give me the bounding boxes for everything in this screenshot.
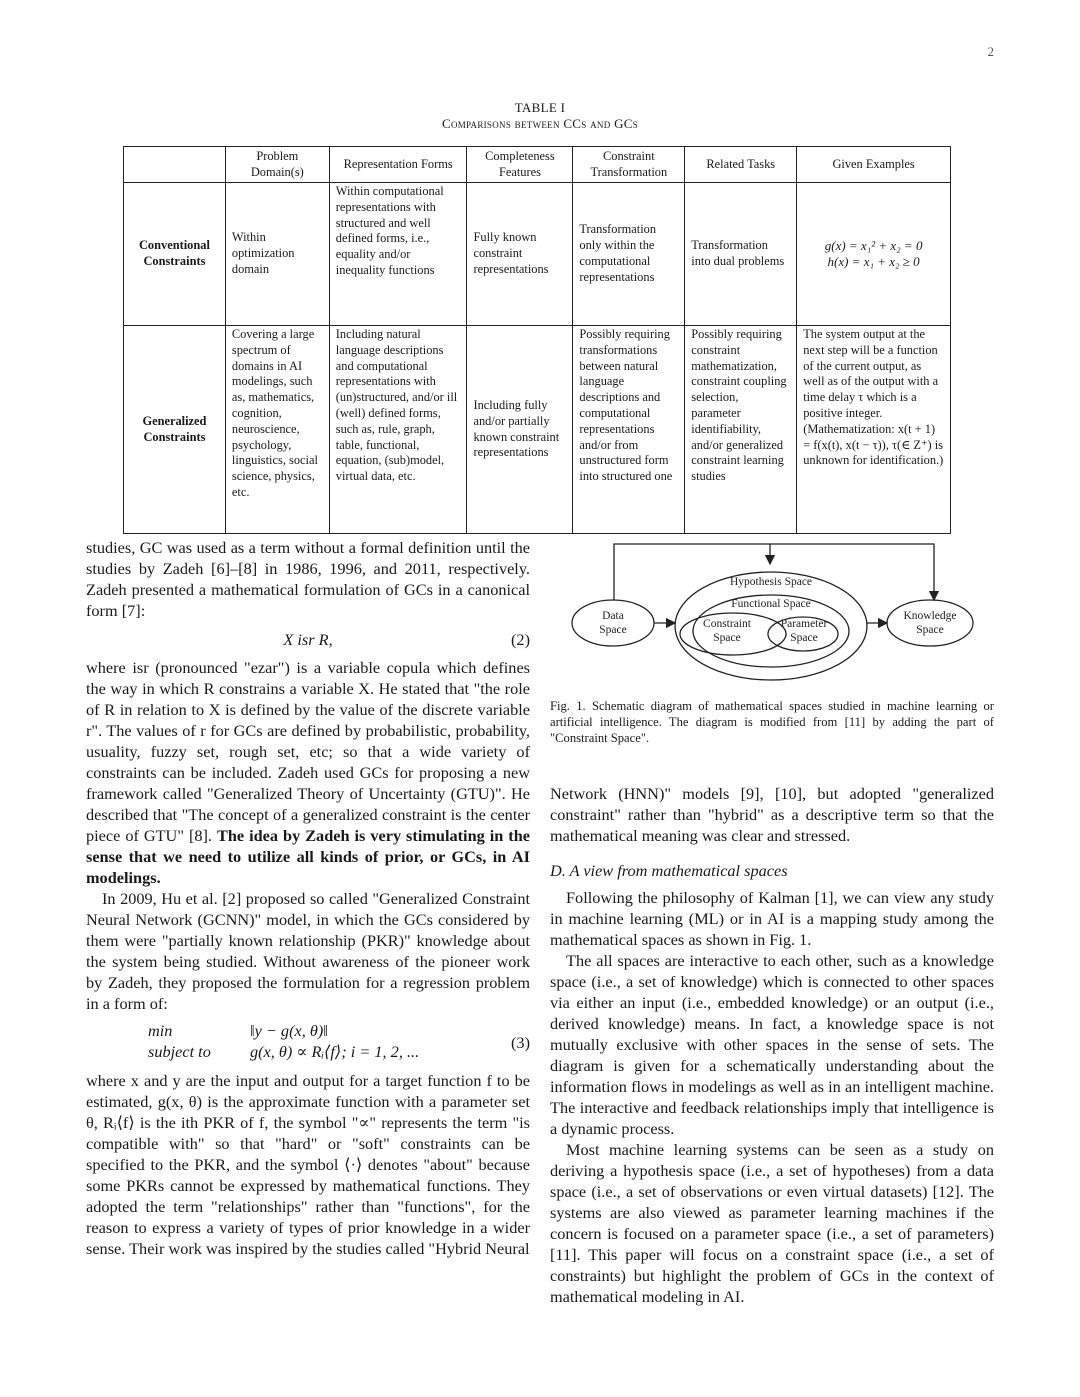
constraint-space-label: Space [713, 632, 741, 644]
table-cell: Within computational representations with structured and well defined forms, i.e., equality and/or inequality functions [329, 183, 467, 326]
equation-number: (2) [511, 629, 530, 649]
paragraph: where x and y are the input and output for a target function f to be estimated, g(x, θ) is the approximate function with a parameter set θ, Rᵢ⟨f⟩ is the ith PKR of f, the symbol "∝" represents the term "is compatible with" so that "hard" or "soft" constraints can be specified to the PKR, and the symbol ⟨·⟩ denotes "about" because some PKRs cannot be expressed by mathematical functions. They adopted the term "relationships" rather than "functions", for the reason to express a variety of types of prior knowledge in a wider sense. Their work was inspired by the studies called "Hybrid Neural [86, 1071, 530, 1258]
constraint-space-label: Constraint [703, 618, 751, 630]
eq3-expr: g(x, θ) ∝ Rᵢ⟨f⟩; i = 1, 2, ... [250, 1042, 420, 1061]
table-cell: Possibly requiring constraint mathematization, constraint coupling selection, parameter identifiability, and/or generalized constraint learning studies [685, 326, 797, 534]
table-cell: The system output at the next step will be a function of the current output, as well as of the output with a time delay τ which is a positive integer. (Mathematization: x(t + 1) = f(x(t), x(t − τ)), τ(∈ Z⁺) is unknown for identification.) [797, 326, 951, 534]
table-cell: Within optimization domain [225, 183, 329, 326]
row-label: Generalized Constraints [124, 326, 226, 534]
table-cell-equations: g(x) = x₁² + x₂ = 0 h(x) = x₁ + x₂ ≥ 0 [797, 183, 951, 326]
figure-1-diagram [564, 530, 1004, 688]
header-cell: Completeness Features [467, 147, 573, 183]
paragraph-text: where isr (pronounced "ezar") is a variable copula which defines the way in which R constrains a variable X. He stated that "the role of R in relation to X is defined by the value of the discrete variable r". The values of r for GCs are defined by probabilistic, probability, usuality, fuzzy set, rough set, etc; so that a wide variety of constraints can be included. Zadeh used GCs for proposing a new framework called "Generalized Theory of Uncertainty (GTU)". He described that "The concept of a generalized constraint is the center piece of GTU" [8]. [86, 658, 530, 845]
data-space-label: Space [599, 624, 627, 636]
header-cell: Problem Domain(s) [225, 147, 329, 183]
knowledge-space-node [887, 600, 973, 646]
right-column [550, 783, 994, 1307]
table-cell: Including fully and/or partially known constraint representations [467, 326, 573, 534]
table-cell: Transformation into dual problems [685, 183, 797, 326]
parameter-space-label: Parameter [780, 618, 828, 630]
table-cell: Transformation only within the computational representations [573, 183, 685, 326]
table-header-row [124, 147, 951, 183]
left-column [86, 537, 530, 1259]
equation-3 [148, 1020, 530, 1064]
equation-body: X isr R, [283, 629, 333, 649]
parameter-space-label: Space [790, 632, 818, 644]
data-space-label: Data [602, 610, 624, 622]
functional-space-label: Functional Space [731, 598, 811, 610]
paragraph [86, 657, 530, 888]
table-title: TABLE I [514, 100, 566, 115]
eq3-op: subject to [148, 1042, 211, 1061]
table-cell: Possibly requiring transformations between natural language descriptions and computational representations and/or from unstructured form into structured one [573, 326, 685, 534]
row-label: Conventional Constraints [124, 183, 226, 326]
header-corner [124, 147, 226, 183]
paragraph: Most machine learning systems can be seen as a study on deriving a hypothesis space (i.e., a set of hypotheses) from a data space (i.e., a set of observations or even virtual datasets) [12]. The systems are also viewed as parameter learning machines if the concern is focused on a parameter space (i.e., a set of parameters) [11]. This paper will focus on a constraint space (i.e., a set of constraints) but highlight the problem of GCs in the context of mathematical modeling in AI. [550, 1140, 994, 1306]
knowledge-space-label: Space [916, 624, 944, 636]
section-heading: D. A view from mathematical spaces [550, 861, 788, 880]
eq3-expr: ‖y − g(x, θ)‖ [250, 1021, 328, 1040]
table-caption [0, 100, 1080, 132]
figure-caption: Fig. 1. Schematic diagram of mathematical spaces studied in machine learning or artificial intelligence. The diagram is modified from [11] by adding the part of "Constraint Space". [550, 699, 994, 745]
page-number: 2 [987, 44, 994, 59]
paragraph: Following the philosophy of Kalman [1], we can view any study in machine learning (ML) or in AI is a mapping study among the mathematical spaces as shown in Fig. 1. [550, 888, 994, 949]
paragraph: In 2009, Hu et al. [2] proposed so called "Generalized Constraint Neural Network (GCNN)" model, in which the GCs considered by them were "partially known relationship (PKR)" knowledge about the system being studied. Without awareness of the pioneer work by Zadeh, they proposed the formulation for a regression problem in a form of: [86, 889, 530, 1013]
header-cell: Given Examples [797, 147, 951, 183]
header-cell: Related Tasks [685, 147, 797, 183]
paragraph: studies, GC was used as a term without a formal definition until the studies by Zadeh [6]–[8] in 1986, 1996, and 2011, respectively. Zadeh presented a mathematical formulation of GCs in a canonical form [7]: [86, 538, 530, 620]
paragraph: The all spaces are interactive to each other, such as a knowledge space (i.e., a set of knowledge) which is connected to other spaces via either an input (i.e., embedded knowledge) or an output (i.e., derived knowledge) means. In fact, a knowledge space is not mutually exclusive with other spaces in the sense of sets. The diagram is given for a schematically understanding about the information flows in modelings as well as in an intelligent machine. The interactive and feedback relationships imply that intelligence is a dynamic process. [550, 951, 994, 1138]
comparison-table [123, 146, 951, 534]
bold-statement: The idea by Zadeh is very stimulating in the sense that we need to utilize all kinds of prior, or GCs, in AI modelings. [86, 826, 530, 887]
paragraph: Network (HNN)" models [9], [10], but adopted "generalized constraint" rather than "hybrid" as a descriptive term so that the mathematical meaning was clear and stressed. [550, 784, 994, 845]
table-subtitle: Comparisons between CCs and GCs [441, 116, 639, 131]
table-cell: Fully known constraint representations [467, 183, 573, 326]
table-row [124, 326, 951, 534]
header-cell: Constraint Transformation [573, 147, 685, 183]
header-cell: Representation Forms [329, 147, 467, 183]
table-cell: Covering a large spectrum of domains in AI modelings, such as, mathematics, cognition, neuroscience, psychology, linguistics, social science, physics, etc. [225, 326, 329, 534]
knowledge-space-label: Knowledge [903, 610, 957, 622]
equation-number: (3) [511, 1033, 530, 1052]
eq3-op: min [148, 1021, 173, 1040]
equation-2 [86, 625, 530, 653]
hypothesis-space-label: Hypothesis Space [729, 576, 813, 588]
data-space-node [572, 600, 654, 646]
table-cell: Including natural language descriptions and computational representations with (un)structured, and/or ill (well) defined forms, such as, rule, graph, table, functional, equation, (sub)model, virtual data, etc. [329, 326, 467, 534]
table-row [124, 183, 951, 326]
